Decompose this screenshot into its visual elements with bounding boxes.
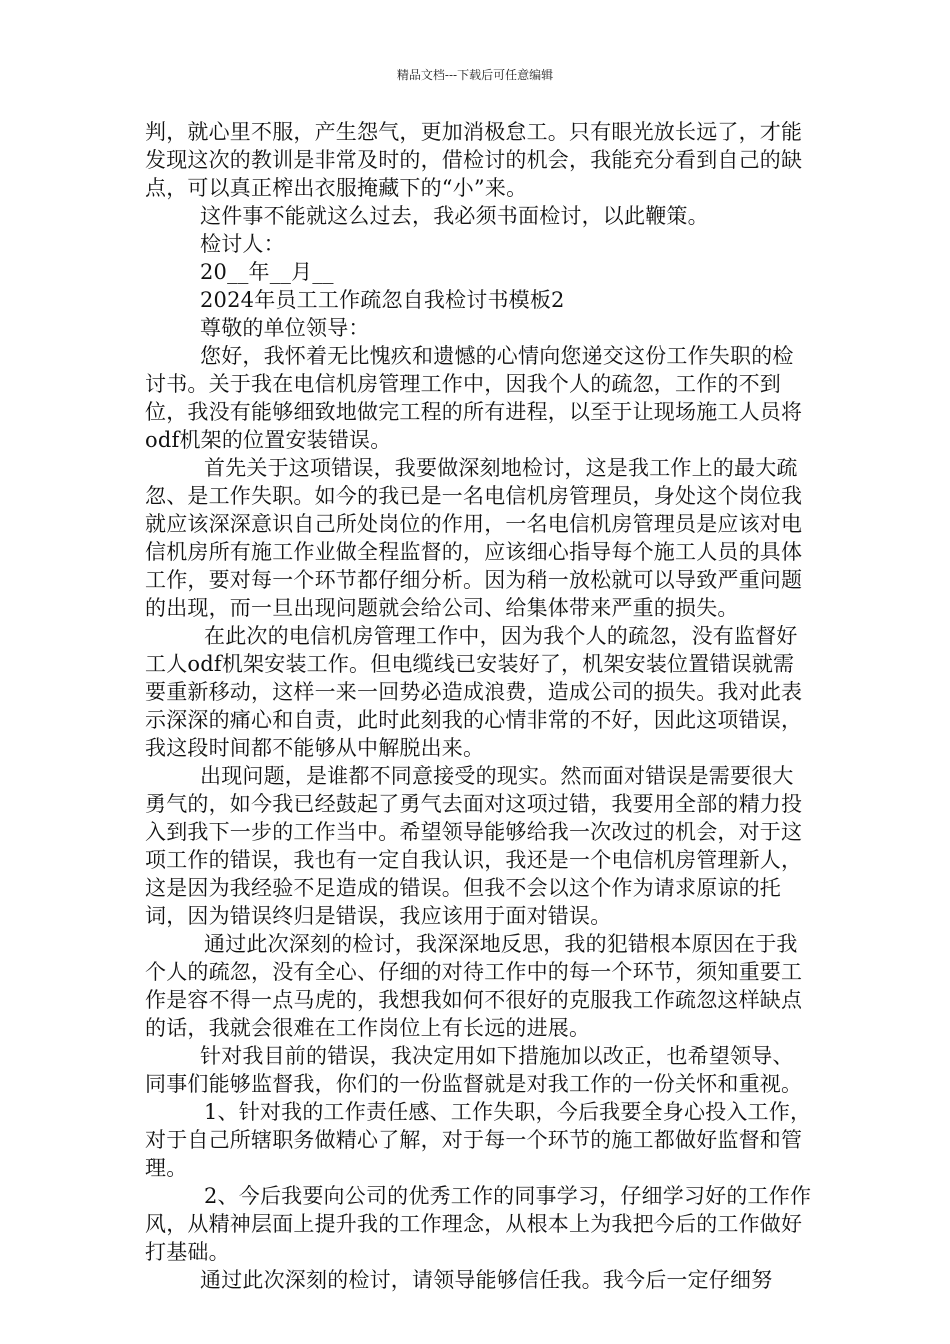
paragraph-intro: 您好，我怀着无比愧疚和遗憾的心情向您递交这份工作失职的检讨书。关于我在电信机房管理工作中，因我个人的疏忽，工作的不到位，我没有能够细致地做完工程的所有进程，以至于让现场施工人员将odf机架的位置安装错误。 (145, 344, 803, 452)
paragraph-measures-intro: 针对我目前的错误，我决定用如下措施加以改正，也希望领导、同事们能够监督我，你们的一份监督就是对我工作的一份关怀和重视。 (145, 1044, 803, 1096)
paragraph-closing: 通过此次深刻的检讨，请领导能够信任我。我今后一定仔细努 (200, 1268, 773, 1292)
salutation: 尊敬的单位领导： (200, 316, 370, 340)
template-title: 2024年员工工作疏忽自我检讨书模板2 (200, 288, 565, 312)
paragraph-continuation: 判，就心里不服，产生怨气，更加消极怠工。只有眼光放长远了，才能发现这次的教训是非常及时的，借检讨的机会，我能充分看到自己的缺点，可以真正榨出衣服掩藏下的“小”来。 (145, 120, 803, 200)
page-header: 精品文档---下载后可任意编辑 (396, 68, 554, 82)
measure-item-1: 1、针对我的工作责任感、工作失职，今后我要全身心投入工作，对于自己所辖职务做精心了解，对于每一个环节的施工都做好监督和管理。 (145, 1100, 812, 1180)
paragraph-incident: 在此次的电信机房管理工作中，因为我个人的疏忽，没有监督好工人odf机架安装工作。但电缆线已安装好了，机架安装位置错误就需要重新移动，这样一来一回势必造成浪费，造成公司的损失。我对此表示深深的痛心和自责，此时此刻我的心情非常的不好，因此这项错误，我这段时间都不能够从中解脱出来。 (145, 624, 803, 760)
paragraph-root-cause: 通过此次深刻的检讨，我深深地反思，我的犯错根本原因在于我个人的疏忽，没有全心、仔细的对待工作中的每一个环节，须知重要工作是容不得一点马虎的，我想我如何不很好的克服我工作疏忽这样缺点的话，我就会很难在工作岗位上有长远的进展。 (145, 932, 803, 1040)
paragraph-courage: 出现问题，是谁都不同意接受的现实。然而面对错误是需要很大勇气的，如今我已经鼓起了勇气去面对这项过错，我要用全部的精力投入到我下一步的工作当中。希望领导能够给我一次改过的机会，对于这项工作的错误，我也有一定自我认识，我还是一个电信机房管理新人，这是因为我经验不足造成的错误。但我不会以这个作为请求原谅的托词，因为错误终归是错误，我应该用于面对错误。 (145, 764, 803, 928)
measure-item-2: 2、今后我要向公司的优秀工作的同事学习，仔细学习好的工作作风，从精神层面上提升我的工作理念，从根本上为我把今后的工作做好打基础。 (145, 1184, 812, 1264)
paragraph-written-review: 这件事不能就这么过去，我必须书面检讨，以此鞭策。 (200, 204, 709, 228)
date-line: 20__年__月__ (200, 260, 334, 284)
document-body (145, 118, 813, 1294)
signature-label: 检讨人： (200, 232, 285, 256)
paragraph-reflection: 首先关于这项错误，我要做深刻地检讨，这是我工作上的最大疏忽、是工作失职。如今的我已是一名电信机房管理员，身处这个岗位我就应该深深意识自己所处岗位的作用，一名电信机房管理员是应该对电信机房所有施工作业做全程监督的，应该细心指导每个施工人员的具体工作，要对每一个环节都仔细分析。因为稍一放松就可以导致严重问题的出现，而一旦出现问题就会给公司、给集体带来严重的损失。 (145, 456, 803, 620)
